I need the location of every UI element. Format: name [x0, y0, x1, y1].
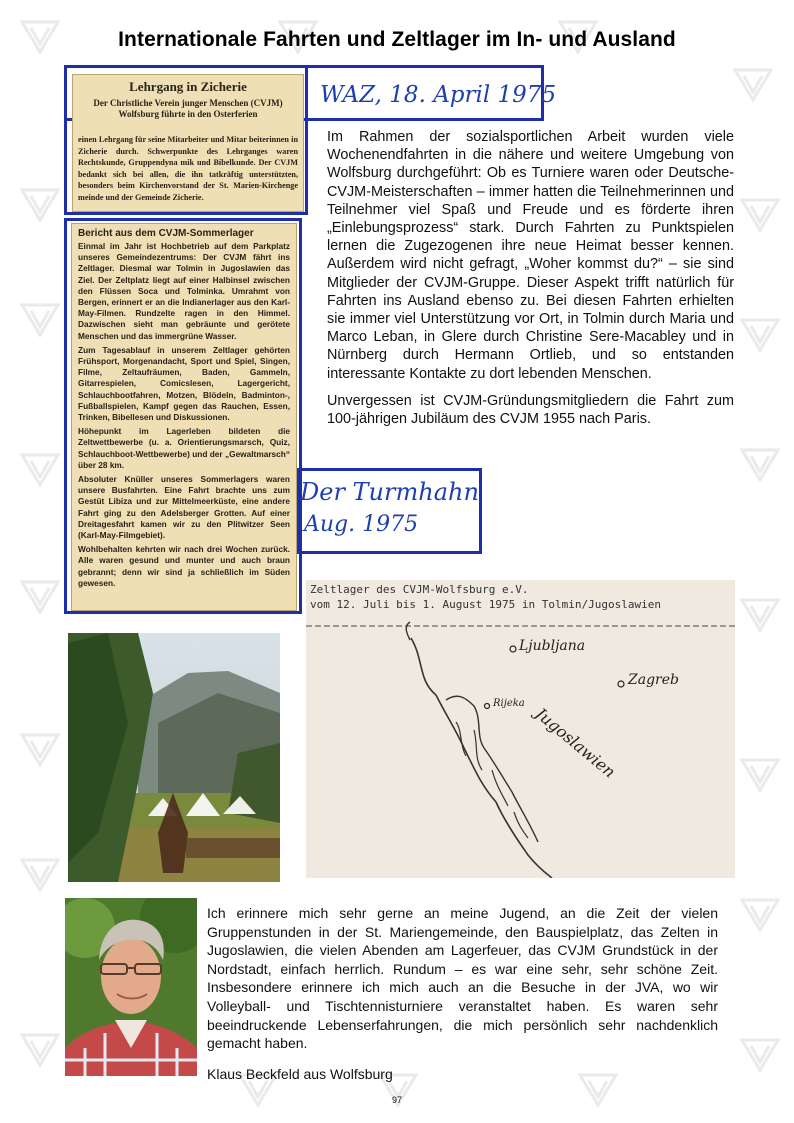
portrait-photo — [65, 898, 197, 1076]
tent-camp-photo — [68, 633, 280, 882]
map-label-zagreb: Zagreb — [628, 672, 679, 688]
quote-author: Klaus Beckfeld aus Wolfsburg — [207, 1066, 393, 1082]
map-drawing — [306, 580, 735, 878]
main-text — [327, 128, 734, 437]
map-label-jugoslawien: Jugoslawien — [531, 704, 620, 782]
page-title: Internationale Fahrten und Zeltlager im In- und Ausland — [118, 28, 676, 51]
page-number: 97 — [391, 1095, 402, 1105]
clipping-2-paragraph: Wohlbehalten kehrten wir nach drei Wochen zurück. Alle waren gesund und munter und auch braun gebrannt; denn wir sind ja schließlich im Süden gewesen. — [78, 544, 290, 588]
handwritten-waz-note: WAZ, 18. April 1975 — [320, 82, 557, 108]
clipping-1-lead: Der Christliche Verein junger Menschen (CVJM) Wolfsburg führte in den Osterferien — [93, 98, 283, 119]
map-scan — [306, 580, 735, 878]
main-text-paragraph-1: Im Rahmen der sozialsportlichen Arbeit wurden viele Wochenendfahrten in die nähere und weitere Umgebung von Wolfsburg durchgeführt: Ob es Turniere waren oder Deutsche-CVJM-Meisterschaften – immer hatten die Teilnehmerinnen und Teilnehmer viel Spaß und Freude und es förderte ihren „Einlebungsprozess“ stark. Durch Fahrten zu Punktspielen lernen die Zugezogenen ihre neue Heimat besser kennen. Außerdem wird nicht gefragt, „Woher kommst du?“ – sie sind Mitglieder der CVJM-Gruppe. Dieser Aspekt trifft natürlich für Fahrten ins Ausland ebenso zu. Bei diesen Fahrten erhielten sie immer viel Unterstützung vor Ort, in Tolmin durch Maria und Marco Leban, in Glere durch Christine Sere-Macabley und in Nürnberg durch Hermann Ortlieb, und so entstanden interessante Kontakte zu dort lebenden Menschen. — [327, 129, 734, 382]
quote-block — [207, 904, 718, 1061]
main-text-paragraph-2: Unvergessen ist CVJM-Gründungsmitgliedern die Fahrt zum 100-jährigen Jubiläum des CVJM 1955 nach Paris. — [327, 392, 734, 428]
clipping-2-paragraph: Absoluter Knüller unseres Sommerlagers waren unsere Busfahrten. Eine Fahrt brachte uns zum Gestüt Libiza und zur Mittelmeerküste, eine andere Fahrt ging zu den Adelsberger Grotten. Auf einer Dreitagesfahrt kamen wir zu den Plitwitzer Seen (Karl-May-Filmgebiet). — [78, 474, 290, 541]
map-label-rijeka: Rijeka — [493, 698, 525, 709]
clipping-1-body: einen Lehrgang für seine Mitarbeiter und Mitar beiterinnen in Zicherie durch. Schwerpunkte des Lehrganges waren Rechtskunde, Gruppendyna mik und Bibelkunde. Der CVJM bedankt sich bei allen, die ihn tatkräftig unterstützten, besonders beim Kirchenvorstand der St. Marien-Kirchenge meinde und der Gemeinde Zicherie. — [78, 135, 298, 202]
clipping-2-headline: Bericht aus dem CVJM-Sommerlager — [78, 228, 254, 239]
map-title-line-1: Zeltlager des CVJM-Wolfsburg e.V. — [310, 583, 529, 596]
clipping-2-paragraph: Einmal im Jahr ist Hochbetrieb auf dem Parkplatz unseres Gemeindezentrums: Der CVJM fährt ins Zeltlager. Diesmal war Tolmin in Jugoslawien das Ziel. Der Zeltplatz liegt auf einer Halbinsel zwischen den Flüssen Soca und Tolminka. Umrahmt von Bergen, erinnert er an die Indianerlager aus den Karl-May-Filmen. Rundzelte ragen in den Himmel. Dazwischen sieht man gebräunte und gerötete Menschen und das immergrüne Wasser. — [78, 241, 290, 341]
clipping-2 — [71, 223, 297, 611]
handwritten-turmhahn-note-1: Der Turmhahn — [300, 478, 479, 506]
map-title-line-2: vom 12. Juli bis 1. August 1975 in Tolmin/Jugoslawien — [310, 598, 661, 611]
clipping-2-paragraph: Höhepunkt im Lagerleben bildeten die Zeltwettbewerbe (u. a. Orientierungsmarsch, Quiz, Schlauchboot-Wettbewerbe) und der „Gewaltmarsch“ über 28 km. — [78, 426, 290, 470]
map-label-ljubljana: Ljubljana — [519, 638, 586, 654]
clipping-1-headline: Lehrgang in Zicherie — [129, 79, 247, 94]
quote-text: Ich erinnere mich sehr gerne an meine Jugend, an die Zeit der vielen Gruppenstunden in der St. Mariengemeinde, den Bauspielplatz, das Zelten in Jugoslawien, die vielen Abenden am Lagerfeuer, das CVJM Grundstück in der Nordstadt, einfach herrlich. Rundum – es war eine sehr, sehr schöne Zeit. Insbesondere erinnere ich mich auch an die Besuche in der JVA, wo wir Volleyball- und Tischtennisturniere veranstaltet haben. Es waren sehr beeindruckende Lebenserfahrungen, die mich persönlich sehr nachdenklich gemacht haben. — [207, 905, 718, 1052]
clipping-1 — [72, 74, 304, 212]
handwritten-turmhahn-note-2: Aug. 1975 — [304, 512, 419, 537]
clipping-2-paragraph: Zum Tagesablauf in unserem Zeltlager gehörten Frühsport, Morgenandacht, Sport und Spiel, Singen, Filme, Zeltaufräumen, Baden, Gammeln, Gitarrespielen, Comicslesen, Lagergericht, Schlauchbootfahren, Motzen, Blödeln, Badminton-, Fußballspielen, Kampf gegen das Rauchen, Essen, Trinken, Bibellesen und Diskussionen. — [78, 344, 290, 423]
